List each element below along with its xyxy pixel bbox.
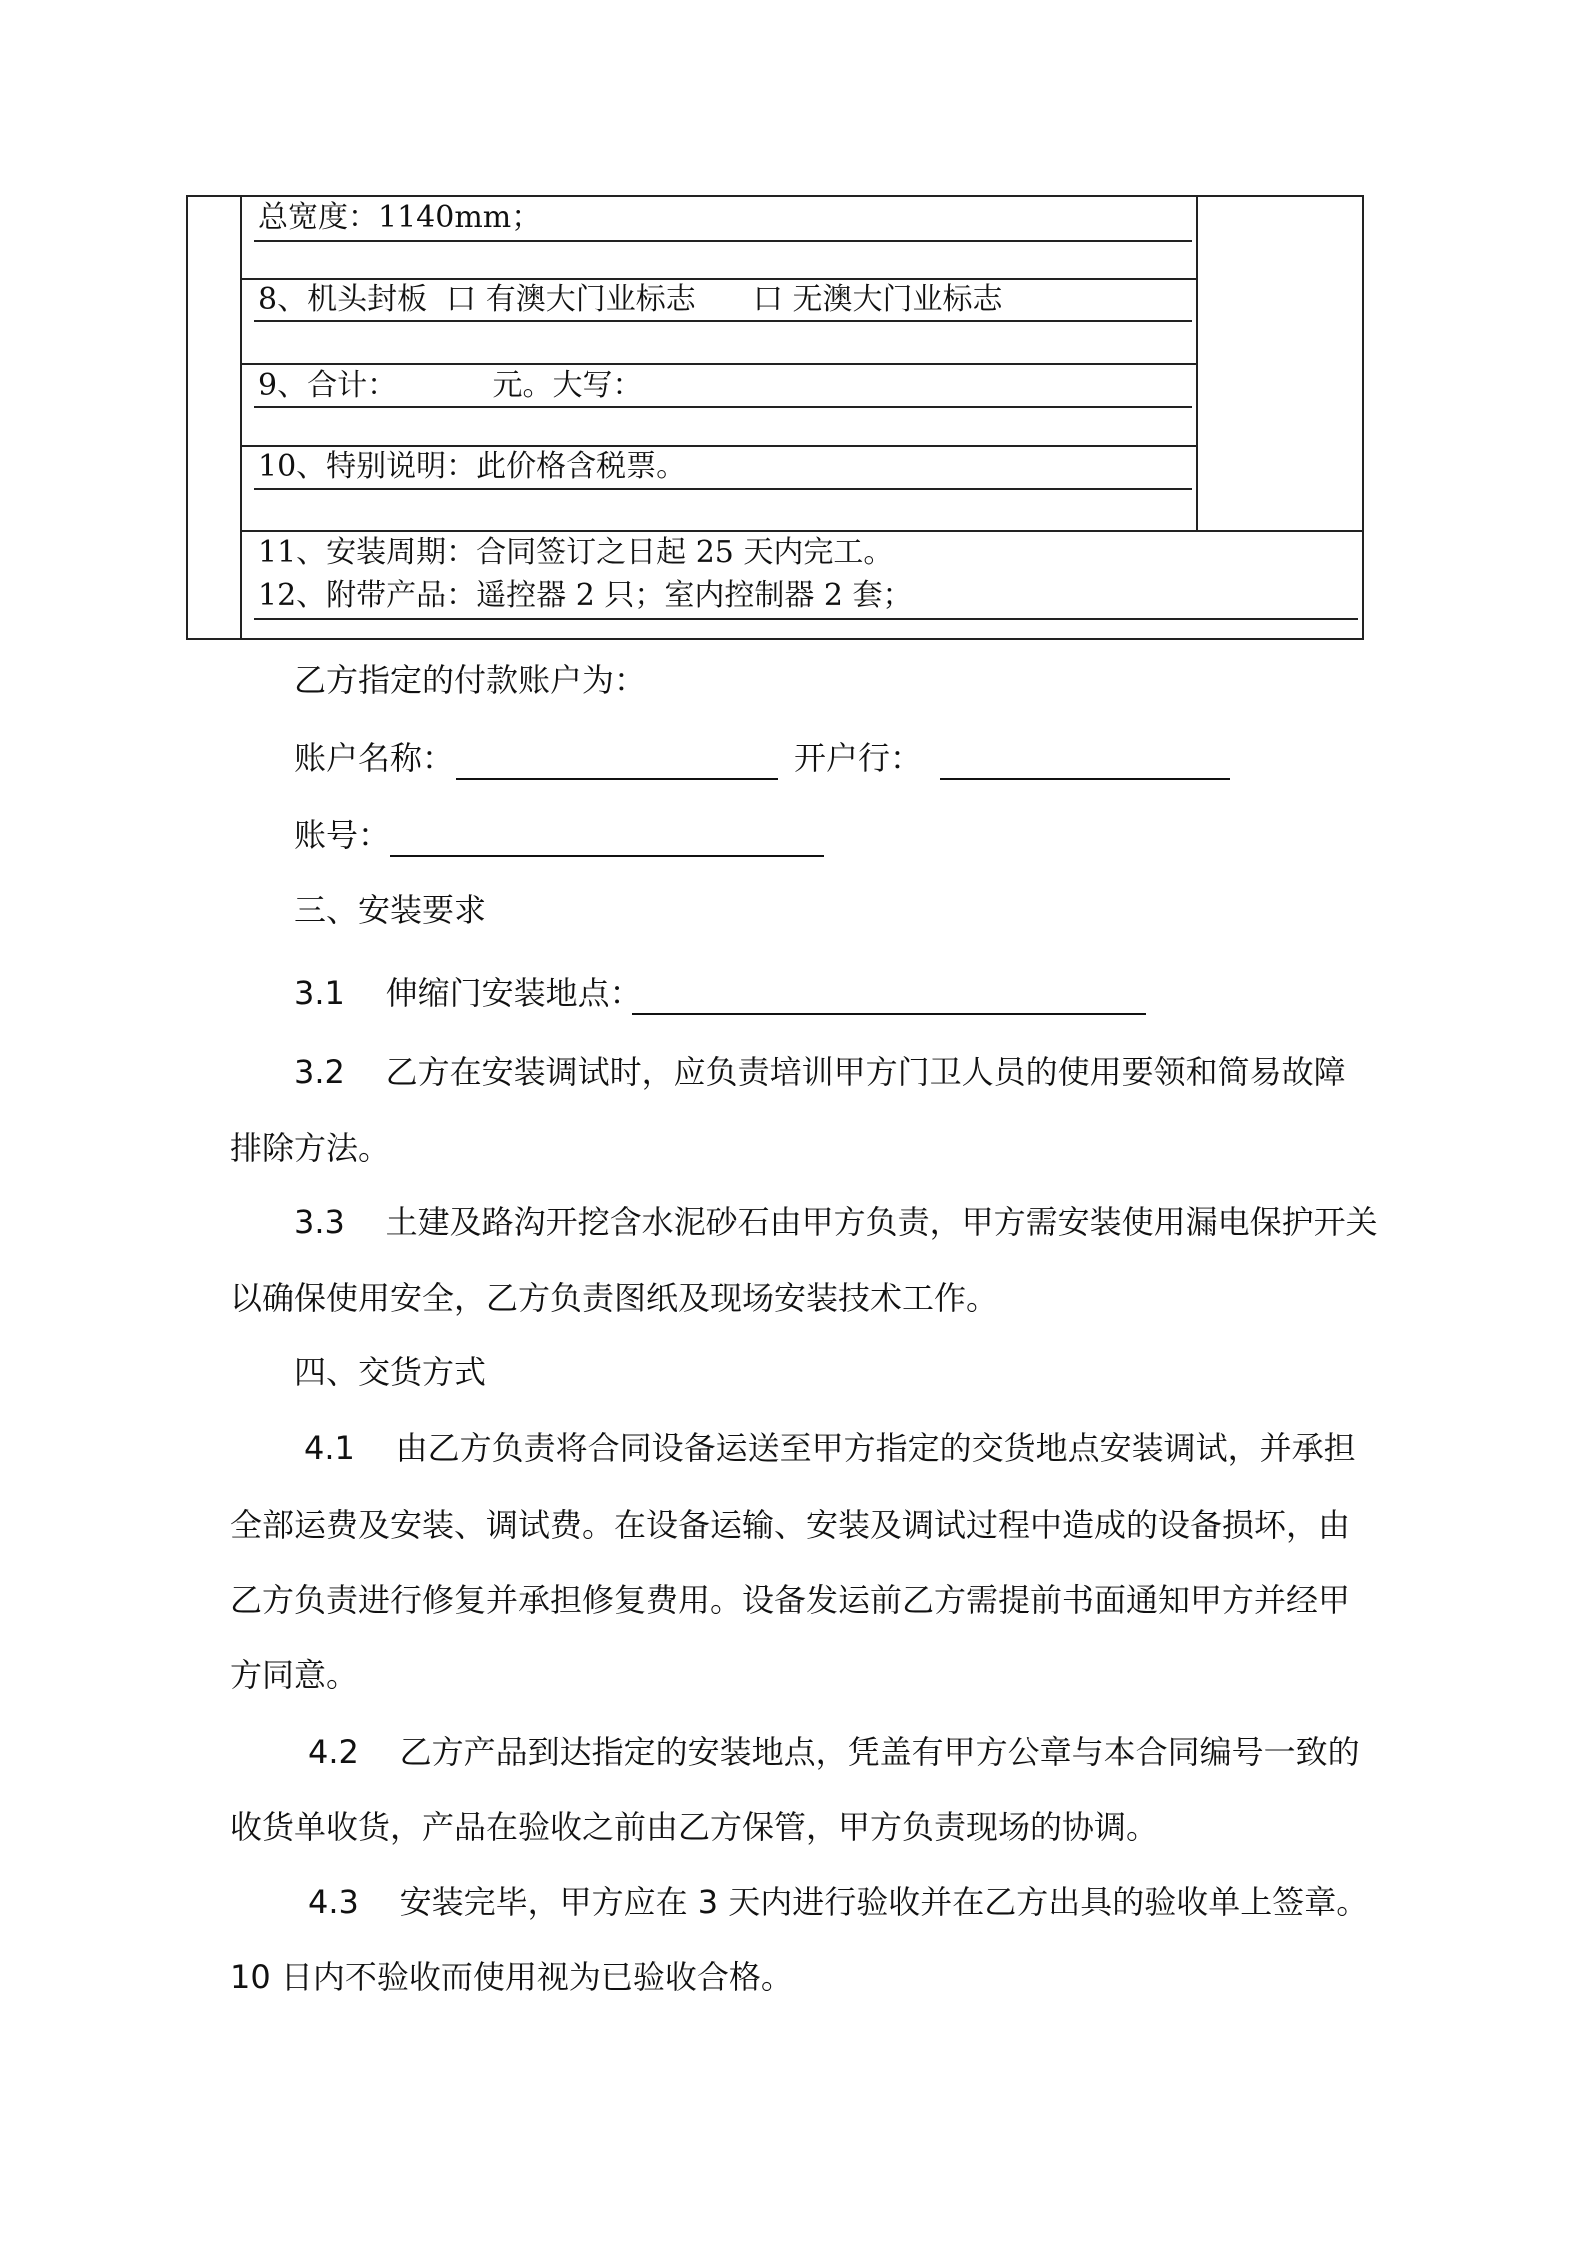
payment-intro: 乙方指定的付款账户为： xyxy=(294,661,647,699)
table-row-special-note: 10、特别说明：此价格含税票。 xyxy=(258,449,687,484)
clause-4-1-line1: 4.1 由乙方负责将合同设备运送至甲方指定的交货地点安装调试，并承担 xyxy=(304,1429,1356,1467)
table-row-total: 9、合计： 元。大写： xyxy=(258,368,643,403)
clause-4-3-line1: 4.3 安装完毕，甲方应在 3 天内进行验收并在乙方出具的验收单上签章。 xyxy=(308,1883,1369,1921)
table-row-accessories: 12、附带产品：遥控器 2 只；室内控制器 2 套； xyxy=(258,578,913,613)
clause-4-1-line2: 全部运费及安装、调试费。在设备运输、安装及调试过程中造成的设备损坏，由 xyxy=(230,1506,1351,1544)
clause-3-2-line2: 排除方法。 xyxy=(230,1129,391,1167)
section-3-title: 三、安装要求 xyxy=(294,891,487,929)
table-row-total-width: 总宽度：1140mm； xyxy=(258,200,542,235)
clause-4-2-line1: 4.2 乙方产品到达指定的安装地点，凭盖有甲方公章与本合同编号一致的 xyxy=(308,1733,1360,1771)
clause-4-2-line2: 收货单收货，产品在验收之前由乙方保管，甲方负责现场的协调。 xyxy=(230,1808,1159,1846)
account-name-label: 账户名称： xyxy=(294,739,455,777)
clause-3-2-line1: 3.2 乙方在安装调试时，应负责培训甲方门卫人员的使用要领和简易故障 xyxy=(294,1053,1346,1091)
install-location-field[interactable] xyxy=(632,1013,1146,1015)
clause-4-3-line2: 10 日内不验收而使用视为已验收合格。 xyxy=(230,1958,793,1996)
account-no-label: 账号： xyxy=(294,816,391,854)
bank-label: 开户行： xyxy=(794,739,923,777)
section-4-title: 四、交货方式 xyxy=(294,1353,487,1391)
clause-3-1: 3.1 伸缩门安装地点： xyxy=(294,974,642,1012)
bank-field[interactable] xyxy=(940,778,1230,780)
account-no-field[interactable] xyxy=(390,855,824,857)
table-row-head-cover: 8、机头封板 口 有澳大门业标志 口 无澳大门业标志 xyxy=(258,282,1003,317)
clause-4-1-line4: 方同意。 xyxy=(230,1656,359,1694)
clause-3-3-line2: 以确保使用安全，乙方负责图纸及现场安装技术工作。 xyxy=(230,1279,999,1317)
table-row-install-period: 11、安装周期：合同签订之日起 25 天内完工。 xyxy=(258,535,894,570)
clause-3-3-line1: 3.3 土建及路沟开挖含水泥砂石由甲方负责，甲方需安装使用漏电保护开关 xyxy=(294,1203,1378,1241)
clause-4-1-line3: 乙方负责进行修复并承担修复费用。设备发运前乙方需提前书面通知甲方并经甲 xyxy=(230,1581,1351,1619)
account-name-field[interactable] xyxy=(456,778,778,780)
